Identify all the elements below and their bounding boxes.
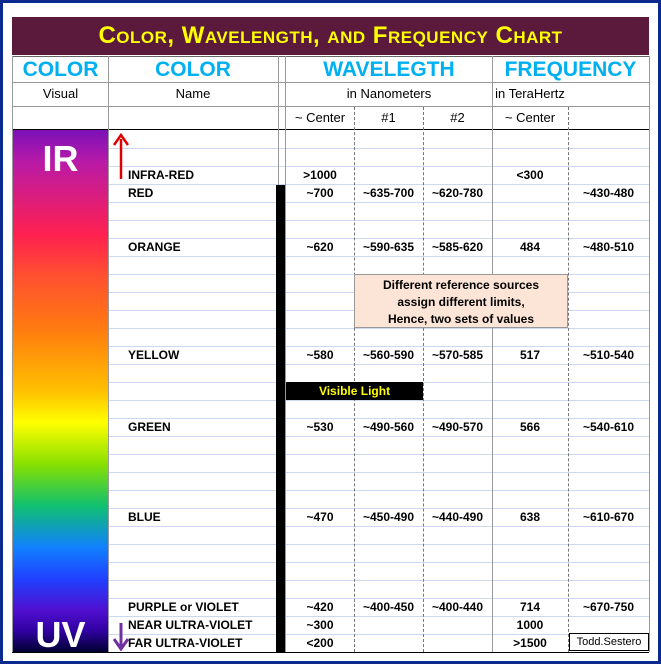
page-title: Color, Wavelength, and Frequency Chart: [12, 17, 649, 55]
row-freq-range: ~430-480: [582, 186, 635, 200]
row-wl-2: ~570-585: [431, 348, 484, 362]
row-name: ORANGE: [128, 240, 181, 254]
row-wl-2: [423, 634, 492, 652]
row-name: INFRA-RED: [128, 168, 194, 182]
row-name: FAR ULTRA-VIOLET: [128, 636, 243, 650]
row-wl-center: ~580: [306, 348, 334, 362]
row-wl-center: ~530: [306, 420, 334, 434]
row-name: RED: [128, 186, 154, 200]
note-line-1: Different reference sources: [382, 278, 540, 292]
down-arrow-icon: [113, 621, 129, 651]
row-wl-1: ~635-700: [362, 186, 415, 200]
row-freq-center: 484: [519, 240, 541, 254]
row-freq-center: >1500: [513, 636, 547, 650]
uv-label: UV: [35, 614, 86, 655]
row-name: NEAR ULTRA-VIOLET: [128, 618, 253, 632]
row-wl-1: [354, 616, 423, 634]
row-freq-range: [568, 166, 649, 184]
row-freq-range: ~610-670: [582, 510, 635, 524]
row-wl-center: >1000: [303, 168, 337, 182]
header-wl-center: ~ Center: [294, 110, 346, 125]
row-wl-2: ~400-440: [431, 600, 484, 614]
row-freq-center: 714: [519, 600, 541, 614]
row-freq-center: 1000: [516, 618, 544, 632]
row-wl-1: ~490-560: [362, 420, 415, 434]
note-line-3: Hence, two sets of values: [387, 312, 535, 326]
header-wl-2: #2: [450, 110, 465, 125]
row-name: PURPLE or VIOLET: [128, 600, 239, 614]
row-wl-center: ~700: [306, 186, 334, 200]
row-wl-1: [354, 634, 423, 652]
row-name: YELLOW: [128, 348, 180, 362]
credit-label: Todd.Sestero: [569, 633, 649, 651]
row-freq-center: 517: [519, 348, 541, 362]
row-wl-1: ~560-590: [362, 348, 415, 362]
header-freq-center: ~ Center: [504, 110, 556, 125]
row-wl-center: ~620: [306, 240, 334, 254]
row-wl-2: ~620-780: [431, 186, 484, 200]
row-name: BLUE: [128, 510, 161, 524]
header-nanometers-sub: in Nanometers: [346, 86, 432, 101]
color-spectrum-bar: [13, 130, 108, 655]
header-wl-1: #1: [381, 110, 396, 125]
row-wl-center: ~470: [306, 510, 334, 524]
row-freq-range: ~670-750: [582, 600, 635, 614]
row-freq-center: <300: [516, 168, 544, 182]
row-wl-center: ~300: [306, 618, 334, 632]
grid-vline: [649, 56, 650, 652]
row-wl-1: ~400-450: [362, 600, 415, 614]
header-color-name: COLOR: [155, 58, 231, 81]
row-wl-1: [354, 166, 423, 184]
row-wl-center: ~420: [306, 600, 334, 614]
ir-label: IR: [42, 138, 79, 179]
row-wl-center: <200: [306, 636, 334, 650]
row-wl-1: ~450-490: [362, 510, 415, 524]
row-name: GREEN: [128, 420, 171, 434]
row-wl-2: [423, 166, 492, 184]
row-freq-range: ~510-540: [582, 348, 635, 362]
row-wl-2: [423, 616, 492, 634]
row-freq-range: ~540-610: [582, 420, 635, 434]
up-arrow-icon: [113, 133, 129, 181]
header-visual-sub: Visual: [42, 86, 79, 101]
row-wl-1: ~590-635: [362, 240, 415, 254]
row-wl-2: ~585-620: [431, 240, 484, 254]
row-freq-center: [492, 184, 568, 202]
row-freq-center: 638: [519, 510, 541, 524]
row-freq-range: [568, 616, 649, 634]
header-wavelength: WAVELEGTH: [323, 58, 455, 81]
header-name-sub: Name: [175, 86, 211, 101]
grid-vline: [108, 56, 109, 652]
header-color-visual: COLOR: [22, 58, 99, 81]
visible-light-label: Visible Light: [286, 382, 423, 400]
header-terahertz-sub: in TeraHertz: [495, 86, 565, 101]
row-freq-range: ~480-510: [582, 240, 635, 254]
row-wl-2: ~490-570: [431, 420, 484, 434]
visible-light-bar: [276, 185, 285, 652]
header-frequency: FREQUENCY: [504, 58, 637, 81]
row-wl-2: ~440-490: [431, 510, 484, 524]
row-freq-center: 566: [519, 420, 541, 434]
note-line-2: assign different limits,: [397, 295, 525, 309]
reference-note: [354, 274, 568, 328]
